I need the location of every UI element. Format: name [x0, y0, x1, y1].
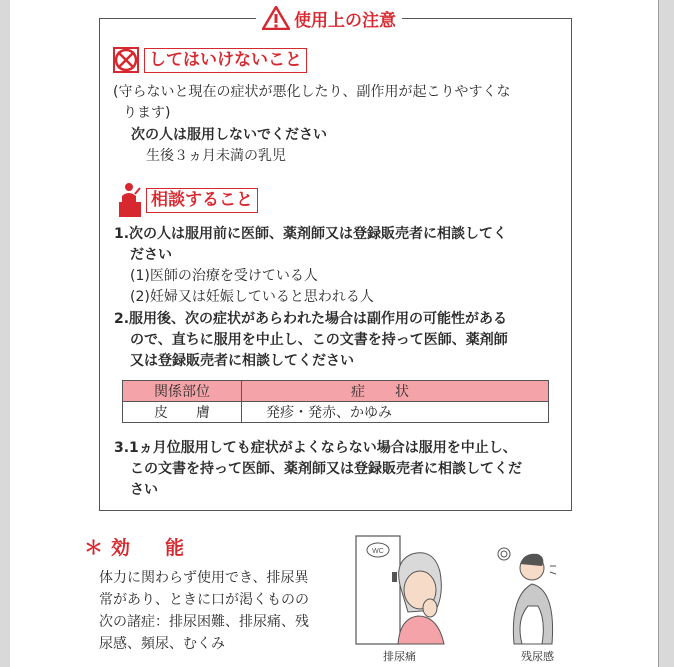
consult-item3-line2: この文書を持って医師、薬剤師又は登録販売者に相談してくだ	[130, 461, 522, 477]
dont-item: 生後３ヵ月未満の乳児	[146, 148, 286, 164]
page-margin-right	[658, 0, 674, 667]
symptom-table	[122, 380, 549, 423]
table-row	[123, 402, 549, 423]
urination-pain-illustration	[352, 532, 452, 647]
efficacy-text	[99, 567, 339, 655]
efficacy-line4: 尿感、頻尿、むくみ	[99, 636, 225, 652]
table-cell-part: 皮 膚	[123, 402, 242, 423]
consult-item3-line3: さい	[130, 482, 158, 498]
consult-item2-line3: 又は登録販売者に相談してください	[130, 353, 354, 369]
motion-line	[550, 572, 556, 574]
consult-section-header	[118, 182, 258, 218]
consult-item1-line1: 1.次の人は服用前に医師、薬剤師又は登録販売者に相談してく	[114, 226, 508, 242]
caution-title-text: 使用上の注意	[294, 10, 396, 31]
dont-note-line1: (守らないと現在の症状が悪化したり、副作用が起こりやすくな	[113, 84, 511, 100]
thought-swirl	[498, 548, 510, 560]
residual-urine-illustration	[492, 540, 574, 645]
caution-title	[256, 4, 402, 32]
prohibited-icon	[112, 46, 140, 74]
thought-swirl-inner	[501, 551, 507, 557]
consult-item1-line2: ださい	[130, 247, 172, 263]
caption-residual-urine: 残尿感	[521, 650, 554, 663]
caption-urination-pain: 排尿痛	[383, 650, 416, 663]
body	[398, 616, 444, 644]
table-header-symptom: 症状	[242, 381, 549, 402]
dont-section-heading: してはいけないこと	[144, 48, 307, 73]
consult-item1-sub1: (1)医師の治療を受けている人	[130, 268, 318, 284]
dont-note-line2: ります)	[123, 105, 171, 121]
consult-item3-line1: 3.1ヵ月位服用しても症状がよくならない場合は服用を中止し、	[114, 440, 517, 456]
hand	[423, 599, 437, 617]
page-margin-left	[0, 0, 10, 667]
efficacy-line3: 次の諸症：排尿困難、排尿痛、残	[99, 614, 309, 630]
efficacy-line2: 常があり、ときに口が渇くものの	[99, 592, 309, 608]
doctor-consult-icon	[118, 182, 142, 218]
consult-section-heading: 相談すること	[146, 188, 258, 213]
consult-item1-sub2: (2)妊婦又は妊娠していると思われる人	[130, 289, 374, 305]
dont-section-header	[112, 46, 307, 74]
efficacy-line1: 体力に関わらず使用でき、排尿異	[99, 570, 309, 586]
consult-item2-line1: 2.服用後、次の症状があらわれた場合は副作用の可能性がある	[114, 311, 508, 327]
hair	[520, 554, 543, 566]
wc-sign-text: WC	[372, 548, 384, 555]
dont-subhead: 次の人は服用しないでください	[131, 127, 327, 143]
table-cell-symptom: 発疹・発赤、かゆみ	[242, 402, 549, 423]
table-header-part: 関係部位	[123, 381, 242, 402]
consult-item2-line2: ので、直ちに服用を中止し、この文書を持って医師、薬剤師	[130, 332, 508, 348]
warning-icon	[262, 6, 290, 30]
door-handle	[392, 572, 397, 582]
table-header-row	[123, 381, 549, 402]
efficacy-title: ＊効 能	[84, 537, 193, 559]
